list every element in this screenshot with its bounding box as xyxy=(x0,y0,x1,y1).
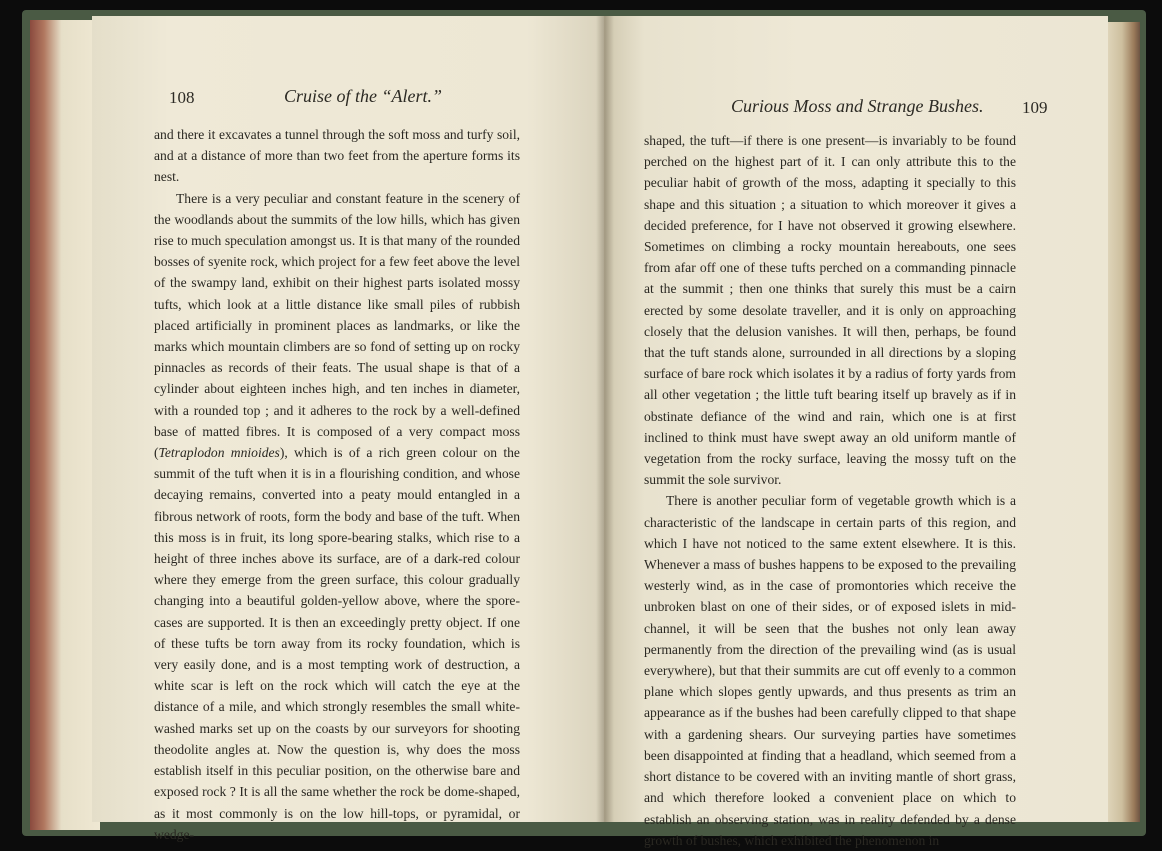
paragraph xyxy=(154,124,520,188)
left-page xyxy=(92,16,604,842)
running-head: Curious Moss and Strange Bushes. xyxy=(731,96,984,116)
text-segment: There is a very peculiar and constant feature in the scenery of the woodlands about the summits of the low hills, which has given rise to much speculation amongst us. It is that many of the rounded bosses of syenite rock, which project for a few feet above the level of the swampy land, exhibit on their highest parts isolated mossy tufts, which look at a little distance like small piles of rubbish placed artificially in prominent places as landmarks, or like the marks which mountain climbers are so fond of setting up on rocky pinnacles as records of their feats. The usual shape is that of a cylinder about eighteen inches high, and ten inches in diameter, with a rounded top ; and it adheres to the rock by a well-defined base of matted fibres. It is composed of a very compact moss ( xyxy=(154,190,520,461)
text-segment: and there it excavates a tunnel through the soft moss and turfy soil, and at a distance of more than two feet from the aperture forms its nest. xyxy=(154,127,520,185)
text-segment: There is another peculiar form of vegetable growth which is a characteristic of the landscape in certain parts of this region, and which I have not noticed to the same extent elsewhere. It is this. Whenever a mass of bushes happens to be exposed to the prevailing westerly wind, as in the case of promontories which receive the unbroken blast on one of their sides, or of exposed islets in mid-channel, it will be seen that the bushes not only lean away permanently from the direction of the prevailing wind (as is usual everywhere), but that their summits are cut off evenly to a common plane which slopes gently upwards, and thus presents as trim an appearance as if the bushes had been carefully clipped to that shape with a gardening shears. Our surveying parties have sometimes been disappointed at finding that a headland, which seemed from a short distance to be covered with an inviting mantle of short grass, and which therefore looked a convenient place on which to establish an observing station, was in reality defended by a dense growth of bushes, which exhibited the phenomenon in xyxy=(644,493,1016,848)
book-gutter xyxy=(596,16,614,822)
paragraph xyxy=(644,490,1016,850)
page-number: 108 xyxy=(169,88,195,107)
right-page xyxy=(604,16,1108,848)
left-page-edges xyxy=(30,20,100,830)
text-segment: shaped, the tuft—if there is one present—is invariably to be found perched on the highest part of it. I can only attribute this to the peculiar habit of growth of the moss, adapting it specially to this shape and this situation ; a situation to which moreover it gives a decided preference, for I have not observed it growing elsewhere. Sometimes on climbing a rocky mountain hereabouts, one sees from afar off one of these tufts perched on a commanding pinnacle at the summit ; then one thinks that surely this must be a cairn erected by some desolate traveller, and it is only on approaching closely that the delusion vanishes. It will then, perhaps, be found that the tuft stands alone, surrounded in all directions by a sloping surface of bare rock which isolates it by a radius of forty yards from all other vegetation ; the little tuft bearing itself up bravely as if in obstinate defiance of the wind and rain, which one is at first inclined to think must have swept away an old uniform mantle of vegetation from the rocky surface, leaving the mossy tuft on the summit the sole survivor. xyxy=(644,133,1016,488)
paragraph xyxy=(154,188,520,845)
species-name: Tetraplodon mnioides xyxy=(158,445,280,461)
text-segment: ), which is of a rich green colour on the summit of the tuft when it is in a flourishing condition, and whose decaying remains, converted into a peaty mould entangled in a fibrous network of roots, form the body and base of the tuft. When this moss is in fruit, its long spore-bearing stalks, which rise to a height of three inches above its surface, are of a dark-red colour where they emerge from the green surface, this colour gradually changing into a beautiful golden-yellow above, where the spore-cases are supported. It is then an exceedingly pretty object. If one of these tufts be torn away from its rocky foundation, which is very easily done, and is a most tempting work of destruction, a white scar is left on the rock which will catch the eye at the distance of a mile, and which strongly resembles the small white-washed marks set up on the coasts by our surveyors for shooting theodolite angles at. Now the question is, why does the moss establish itself in this peculiar position, on the otherwise bare and exposed rock ? It is all the same whether the rock be dome-shaped, as it most commonly is on the low hill-tops, or pyramidal, or wedge- xyxy=(154,445,520,842)
page-text xyxy=(644,130,1016,851)
page-number: 109 xyxy=(1022,98,1048,117)
running-head: Cruise of the “Alert.” xyxy=(284,86,443,106)
paragraph xyxy=(644,130,1016,490)
page-text xyxy=(154,124,520,845)
